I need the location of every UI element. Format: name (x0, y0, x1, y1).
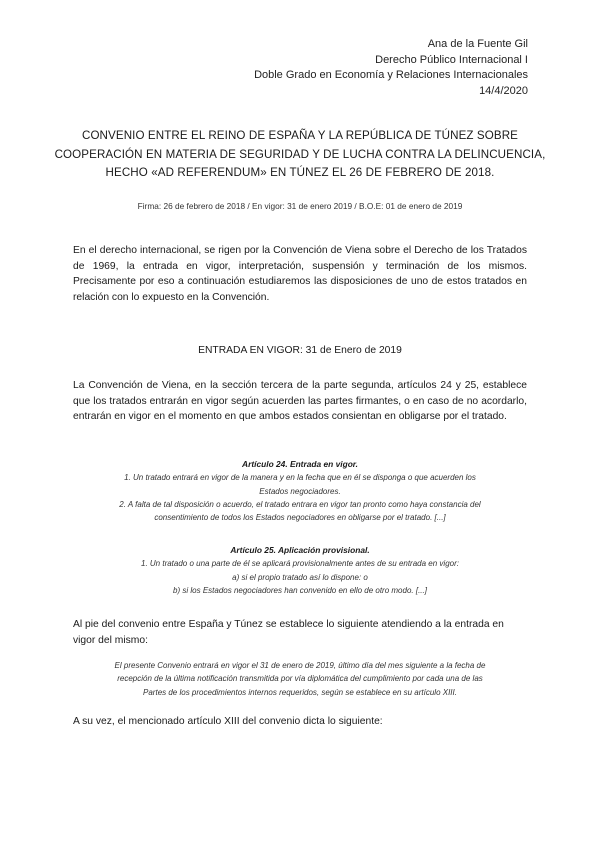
title-line-2: COOPERACIÓN EN MATERIA DE SEGURIDAD Y DE LUCHA CONTRA LA DELINCUENCIA, (54, 147, 546, 161)
convenio-paragraph: Al pie del convenio entre España y Túnez se establece lo siguiente atendiendo a la entrada en vigor del mismo: (73, 619, 504, 646)
convenio-quote (65, 659, 535, 699)
document-date: 14/4/2020 (479, 84, 528, 97)
article-24-line-2: Estados negociadores. (259, 486, 341, 496)
article-25-line-3: b) si los Estados negociadores han convenido en ello de otro modo. [...] (173, 585, 427, 595)
convenio-quote-line-1: El presente Convenio entrará en vigor el 31 de enero de 2019, último día del mes siguiente a la fecha de (114, 661, 486, 670)
author-header (254, 37, 528, 99)
article-25-heading: Artículo 25. Aplicación provisional. (230, 545, 370, 555)
section-heading: ENTRADA EN VIGOR: 31 de Enero de 2019 (198, 345, 402, 356)
article-25-line-2: a) si el propio tratado así lo dispone: o (232, 572, 368, 582)
article-24-line-3: 2. A falta de tal disposición o acuerdo, el tratado entrara en vigor tan pronto como haya constancia del (119, 499, 481, 509)
document-title (50, 127, 550, 183)
article-25-line-1: 1. Un tratado o una parte de él se aplicará provisionalmente antes de su entrada en vigor: (141, 559, 459, 569)
convenio-quote-line-3: Partes de los procedimientos internos requeridos, según se establece en su artículo XIII. (143, 687, 457, 697)
course-name: Derecho Público Internacional I (375, 53, 528, 66)
article-24-quote (65, 458, 535, 524)
degree-name: Doble Grado en Economía y Relaciones Internacionales (254, 69, 528, 81)
article-25-quote (65, 544, 535, 597)
convenio-quote-line-2: recepción de la última notificación transmitida por vía diplomática del cumplimiento por cada una de las (117, 674, 483, 684)
author-name: Ana de la Fuente Gil (427, 38, 528, 50)
treaty-dates: Firma: 26 de febrero de 2018 / En vigor: 31 de enero 2019 / B.O.E: 01 de enero de 2019 (137, 201, 463, 211)
title-line-3: HECHO «AD REFERENDUM» EN TÚNEZ EL 26 DE FEBRERO DE 2018. (105, 166, 495, 179)
section-paragraph: La Convención de Viena, en la sección tercera de la parte segunda, artículos 24 y 25, establece que los tratados entrarán en vigor según acuerden las partes firmantes, o en caso de no acordarlo, entrarán en vigor en el momento en que ambos estados consientan en obligarse por el tratado. (73, 380, 527, 423)
intro-paragraph: En el derecho internacional, se rigen por la Convención de Viena sobre el Derecho de los Tratados de 1969, la entrada en vigor, interpretación, suspensión y terminación de los mismos. Precisamente por eso a continuación estudiaremos las disposiciones de uno de estos tratados en relación con lo expuesto en la Convención. (73, 245, 527, 303)
article-24-line-1: 1. Un tratado entrará en vigor de la manera y en la fecha que en él se disponga o que acuerden los (124, 473, 476, 483)
article-24-line-4: consentimiento de todos los Estados negociadores en obligarse por el tratado. [...] (154, 513, 446, 523)
article-24-heading: Artículo 24. Entrada en vigor. (242, 459, 358, 469)
closing-paragraph: A su vez, el mencionado artículo XIII del convenio dicta lo siguiente: (73, 716, 383, 727)
title-line-1: CONVENIO ENTRE EL REINO DE ESPAÑA Y LA REPÚBLICA DE TÚNEZ SOBRE (81, 129, 519, 142)
